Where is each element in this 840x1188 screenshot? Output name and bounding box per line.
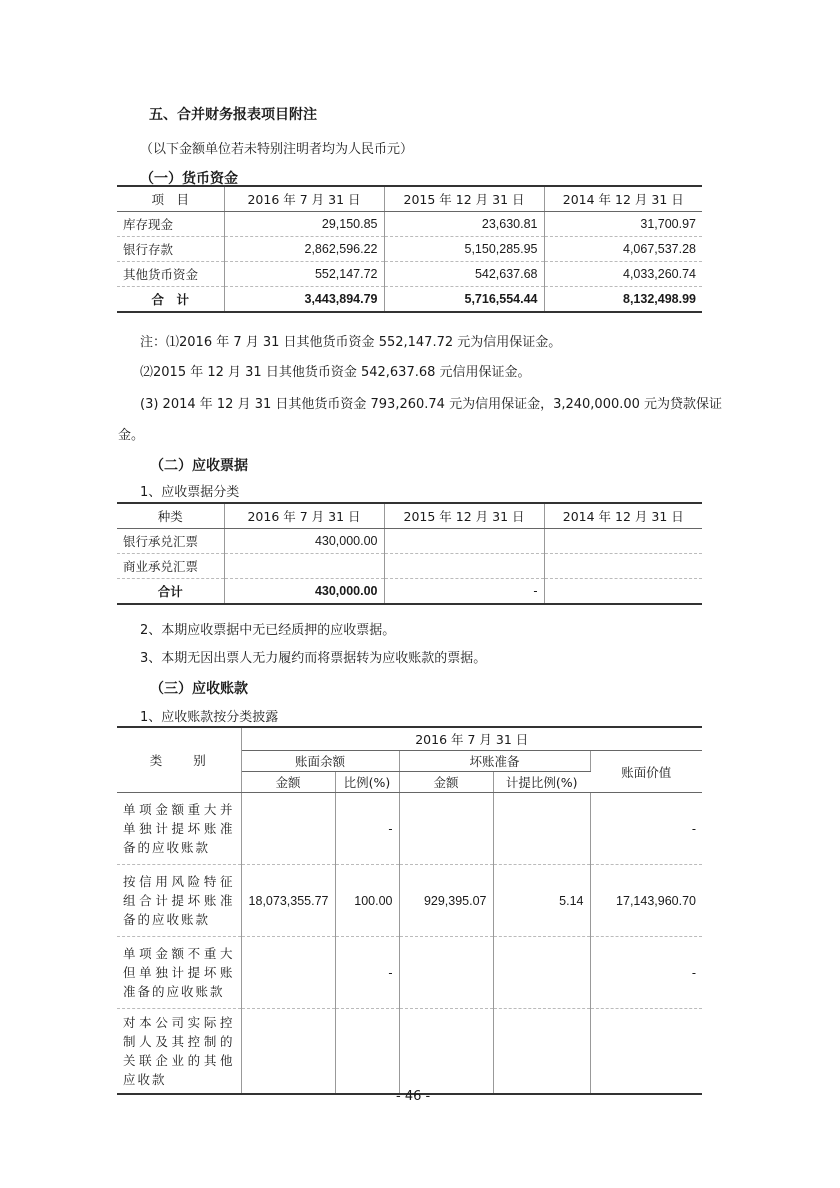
cell-value	[399, 937, 493, 1009]
row-label: 按信用风险特征组合计提坏账准备的应收账款	[117, 865, 241, 937]
row-label: 单项金额不重大但单独计提坏账准备的应收账款	[117, 937, 241, 1009]
cell-value	[544, 529, 702, 554]
ar-header-date: 2016 年 7 月 31 日	[241, 727, 702, 751]
cell-value	[224, 554, 384, 579]
ar-header-provision-ratio: 计提比例(%)	[493, 772, 590, 793]
notes-receivable-sub3: 3、本期无因出票人无力履约而将票据转为应收账款的票据。	[140, 651, 487, 666]
cash-header-item: 项 目	[117, 186, 224, 212]
row-label: 银行存款	[117, 237, 224, 262]
cell-value	[384, 554, 544, 579]
accounts-receivable-title: （三）应收账款	[150, 681, 248, 697]
cell-value: 5.14	[493, 865, 590, 937]
cash-table	[117, 185, 702, 313]
table-row	[117, 529, 702, 554]
cell-value: 17,143,960.70	[590, 865, 702, 937]
cell-value	[493, 1009, 590, 1095]
notes-header-type: 种类	[117, 503, 224, 529]
cell-value: 4,067,537.28	[544, 237, 702, 262]
cell-value	[544, 554, 702, 579]
section-title: 五、合并财务报表项目附注	[149, 107, 317, 123]
cell-value: 4,033,260.74	[544, 262, 702, 287]
table-row	[117, 554, 702, 579]
ar-header-book-value: 账面价值	[590, 751, 702, 793]
table-row	[117, 793, 702, 865]
accounts-receivable-sub1: 1、应收账款按分类披露	[140, 710, 279, 725]
cell-value	[384, 529, 544, 554]
row-label: 商业承兑汇票	[117, 554, 224, 579]
cell-value: 23,630.81	[384, 212, 544, 237]
row-label: 银行承兑汇票	[117, 529, 224, 554]
row-label: 对本公司实际控制人及其控制的关联企业的其他应收款	[117, 1009, 241, 1095]
table-row	[117, 1009, 702, 1095]
table-row	[117, 865, 702, 937]
ar-header-ratio: 比例(%)	[335, 772, 399, 793]
row-label: 库存现金	[117, 212, 224, 237]
cell-value	[241, 1009, 335, 1095]
table-row	[117, 237, 702, 262]
page-number: - 46 -	[396, 1089, 431, 1104]
table-row	[117, 212, 702, 237]
notes-receivable-sub2: 2、本期应收票据中无已经质押的应收票据。	[140, 623, 396, 638]
cell-value: 29,150.85	[224, 212, 384, 237]
cash-header-row	[117, 186, 702, 212]
total-value	[544, 579, 702, 605]
cell-value	[399, 1009, 493, 1095]
notes-receivable-table	[117, 502, 702, 605]
cash-header-2014: 2014 年 12 月 31 日	[544, 186, 702, 212]
table-row	[117, 262, 702, 287]
table-row	[117, 937, 702, 1009]
cash-note-3b: 金。	[118, 428, 145, 443]
notes-receivable-sub1: 1、应收票据分类	[140, 485, 240, 500]
unit-note: （以下金额单位若未特别注明者均为人民币元）	[140, 142, 414, 157]
cell-value: 430,000.00	[224, 529, 384, 554]
cell-value: 5,150,285.95	[384, 237, 544, 262]
total-row	[117, 287, 702, 313]
notes-header-2014: 2014 年 12 月 31 日	[544, 503, 702, 529]
cell-value: 31,700.97	[544, 212, 702, 237]
ar-header-bad-debt: 坏账准备	[399, 751, 590, 772]
ar-header-amount: 金额	[241, 772, 335, 793]
total-row	[117, 579, 702, 605]
cell-value: 2,862,596.22	[224, 237, 384, 262]
total-label: 合 计	[117, 287, 224, 313]
cell-value	[590, 1009, 702, 1095]
notes-header-2015: 2015 年 12 月 31 日	[384, 503, 544, 529]
cell-value: 100.00	[335, 865, 399, 937]
cell-value	[493, 793, 590, 865]
cash-note-2: ⑵2015 年 12 月 31 日其他货币资金 542,637.68 元信用保证金。	[140, 365, 531, 380]
total-label: 合计	[117, 579, 224, 605]
cell-value	[335, 1009, 399, 1095]
cell-value: -	[590, 937, 702, 1009]
total-value: -	[384, 579, 544, 605]
cell-value	[241, 793, 335, 865]
cell-value: -	[335, 937, 399, 1009]
cash-note-3a: (3) 2014 年 12 月 31 日其他货币资金 793,260.74 元为信用保证金，3,240,000.00 元为贷款保证	[140, 397, 723, 412]
total-value: 3,443,894.79	[224, 287, 384, 313]
cell-value: 552,147.72	[224, 262, 384, 287]
cell-value	[399, 793, 493, 865]
row-label: 单项金额重大并单独计提坏账准备的应收账款	[117, 793, 241, 865]
row-label: 其他货币资金	[117, 262, 224, 287]
ar-header-book-balance: 账面余额	[241, 751, 399, 772]
total-value: 8,132,498.99	[544, 287, 702, 313]
cell-value: 542,637.68	[384, 262, 544, 287]
cell-value: 929,395.07	[399, 865, 493, 937]
cash-note-1: 注：⑴2016 年 7 月 31 日其他货币资金 552,147.72 元为信用保证金。	[140, 335, 562, 350]
cell-value: 18,073,355.77	[241, 865, 335, 937]
notes-header-row	[117, 503, 702, 529]
accounts-receivable-table	[117, 726, 702, 1095]
cell-value: -	[590, 793, 702, 865]
cash-header-2015: 2015 年 12 月 31 日	[384, 186, 544, 212]
cell-value	[241, 937, 335, 1009]
cell-value: -	[335, 793, 399, 865]
ar-header-amount-2: 金额	[399, 772, 493, 793]
ar-header-row-1	[117, 727, 702, 751]
cell-value	[493, 937, 590, 1009]
notes-receivable-title: （二）应收票据	[150, 458, 248, 474]
ar-header-category: 类 别	[117, 727, 241, 793]
total-value: 430,000.00	[224, 579, 384, 605]
total-value: 5,716,554.44	[384, 287, 544, 313]
cash-title: （一）货币资金	[140, 171, 238, 187]
notes-header-2016: 2016 年 7 月 31 日	[224, 503, 384, 529]
cash-header-2016: 2016 年 7 月 31 日	[224, 186, 384, 212]
